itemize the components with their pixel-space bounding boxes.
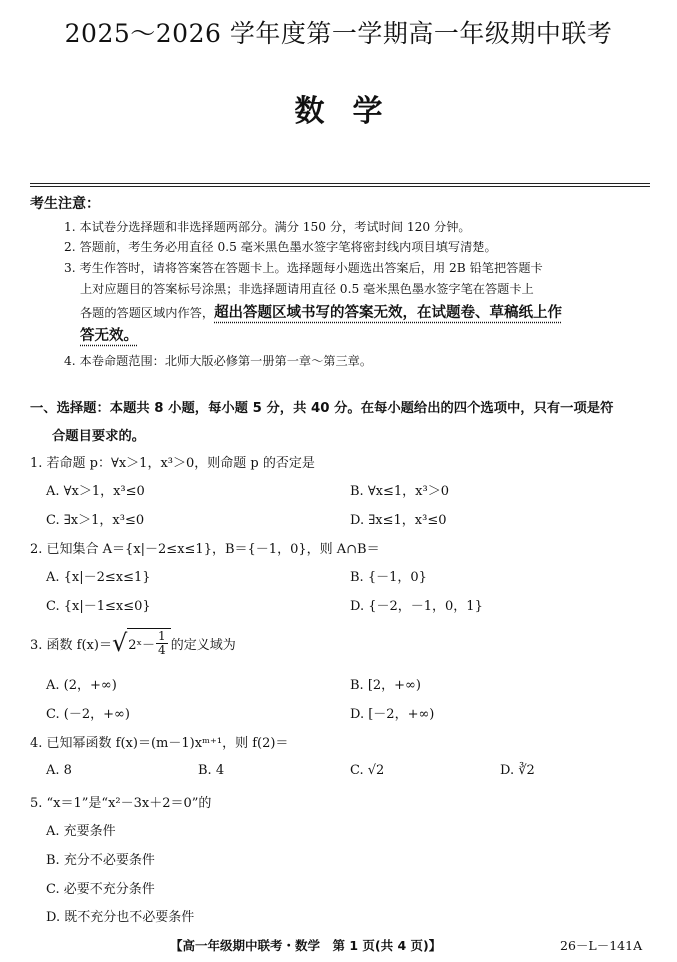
question-5-option-c: C. 必要不充分条件 (46, 882, 155, 897)
question-2-stem: 2. 已知集合 A＝{x|－2≤x≤1}，B＝{－1，0}，则 A∩B＝ (30, 542, 380, 557)
notice-item-4: 4. 本卷命题范围：北师大版必修第一册第一章～第三章。 (64, 354, 373, 368)
question-3-stem-post: 的定义域为 (170, 637, 236, 653)
question-1-option-d: D. ∃x≤1，x³≤0 (350, 513, 447, 528)
sqrt-expression (112, 628, 171, 658)
section-heading-cont: 合题目要求的。 (52, 429, 146, 444)
notice-item-3-line2: 上对应题目的答案标号涂黑；非选择题请用直径 0.5 毫米黑色墨水签字笔在答题卡上 (80, 282, 534, 296)
page-footer (170, 936, 441, 954)
notice-item-1: 1. 本试卷分选择题和非选择题两部分。满分 150 分，考试时间 120 分钟。 (64, 220, 471, 234)
notice-emphasis: 超出答题区域书写的答案无效，在试题卷、草稿纸上作 (214, 305, 563, 321)
question-3-option-c: C. (－2，+∞) (46, 707, 130, 722)
question-1-option-b: B. ∀x≤1，x³＞0 (350, 484, 449, 499)
question-4-option-d: D. ∛2 (500, 763, 535, 778)
question-4-option-c: C. √2 (350, 763, 385, 778)
question-2-option-c: C. {x|－1≤x≤0} (46, 599, 151, 614)
question-2-option-d: D. {－2，－1，0，1} (350, 599, 483, 614)
radicand (127, 628, 170, 658)
question-3-option-d: D. [－2，+∞) (350, 707, 435, 722)
notice-heading: 考生注意： (30, 196, 100, 212)
section-heading: 一、选择题：本题共 8 小题，每小题 5 分，共 40 分。在每小题给出的四个选项中，只有一项是符 (30, 401, 614, 416)
question-1-stem: 1. 若命题 p：∀x＞1，x³＞0，则命题 p 的否定是 (30, 456, 315, 471)
question-3-option-b: B. [2，+∞) (350, 678, 421, 693)
question-2-option-b: B. {－1，0} (350, 570, 427, 585)
radical-sign: √ (111, 629, 128, 657)
notice-item-3: 3. 考生作答时，请将答案答在答题卡上。选择题每小题选出答案后，用 2B 铅笔把答题卡 (64, 261, 543, 275)
fraction (156, 630, 168, 657)
double-rule-top (30, 183, 650, 184)
question-1-option-c: C. ∃x＞1，x³≤0 (46, 513, 145, 528)
footer-label: 【高一年级期中联考・数学 第 1 页(共 4 页)】 (170, 938, 442, 953)
exam-title: 2025～2026 学年度第一学期高一年级期中联考 (64, 19, 613, 48)
question-2-option-a: A. {x|－2≤x≤1} (46, 570, 151, 585)
question-4-stem: 4. 已知幂函数 f(x)＝(m－1)xᵐ⁺¹，则 f(2)＝ (30, 736, 289, 751)
question-5-stem: 5. “x＝1”是“x²－3x＋2＝0”的 (30, 796, 212, 811)
notice-item-2: 2. 答题前，考生务必用直径 0.5 毫米黑色墨水签字笔将密封线内项目填写清楚。 (64, 240, 497, 254)
question-1-option-a: A. ∀x＞1，x³≤0 (46, 484, 145, 499)
radicand-text: 2ˣ－ (128, 638, 156, 653)
question-3-stem (30, 628, 236, 658)
question-3-stem-pre: 3. 函数 f(x)＝ (30, 637, 112, 653)
notice-item-3-line3 (80, 301, 562, 322)
fraction-numerator: 1 (158, 629, 166, 643)
question-4-option-b: B. 4 (198, 763, 225, 778)
notice-item-3-line3-text: 各题的答题区域内作答， (80, 306, 215, 320)
subject-title: 数学 (294, 94, 411, 129)
notice-emphasis-end: 答无效。 (80, 328, 138, 344)
question-3-option-a: A. (2，+∞) (46, 678, 117, 693)
footer-code: 26－L－141A (560, 938, 643, 953)
question-5-option-d: D. 既不充分也不必要条件 (46, 910, 195, 925)
question-5-option-b: B. 充分不必要条件 (46, 853, 155, 868)
question-5-option-a: A. 充要条件 (46, 824, 116, 839)
fraction-denominator: 4 (158, 643, 166, 657)
question-4-option-a: A. 8 (46, 763, 72, 778)
double-rule-bottom (30, 186, 650, 187)
